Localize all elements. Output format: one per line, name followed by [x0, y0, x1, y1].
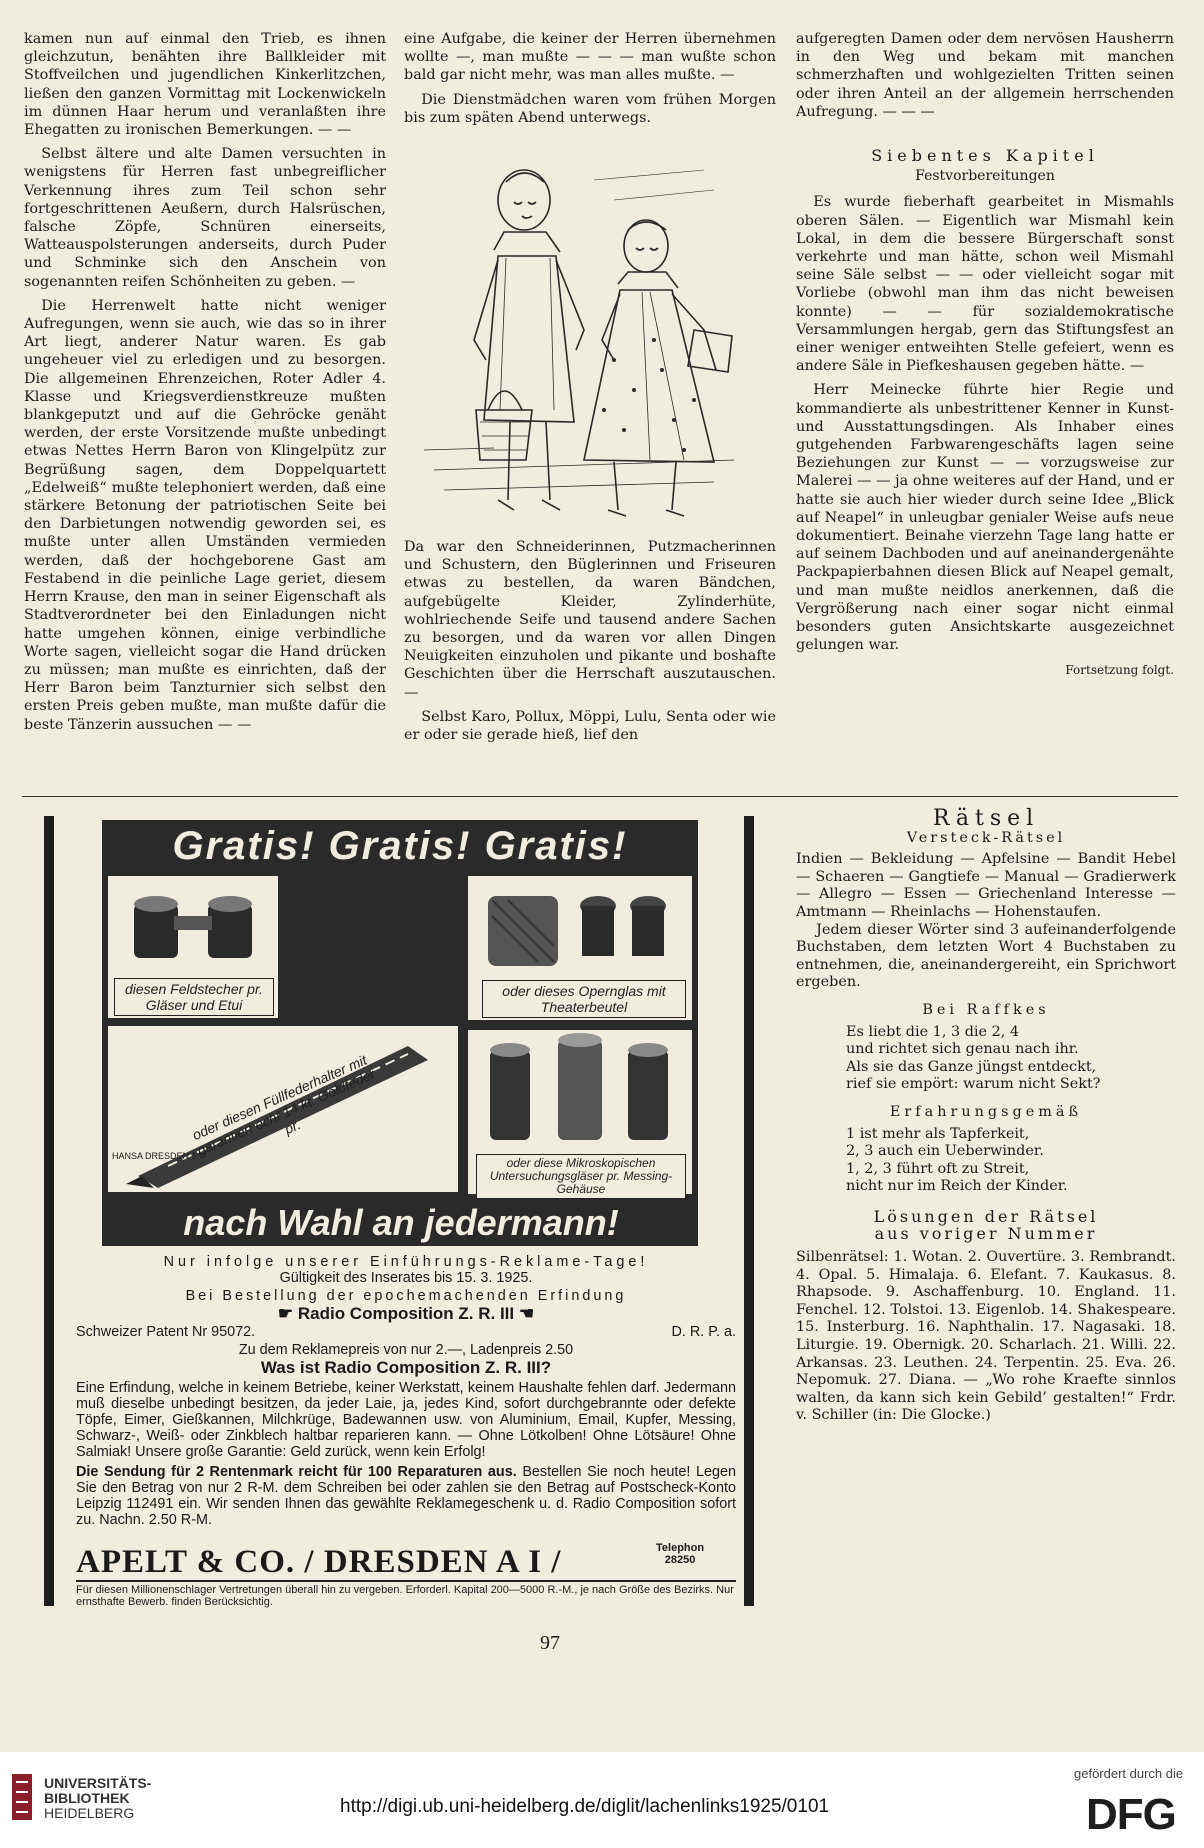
ad-shipment-rest: Bestellen Sie noch heute! Legen Sie den Betrag von nur 2 R-M. dem Schreiben bei oder zahlen sie den Betrag auf Postscheck-Konto Leipzig 112491 ein. Wir senden Ihnen das gewählte Reklamegeschenk u. d. Radio Composition sofort zu. Nachn. 2.50 R-M. — [76, 1464, 736, 1528]
binoculars-icon — [108, 876, 278, 976]
raffkes-verse — [846, 1024, 1176, 1094]
advertisement — [26, 816, 772, 1606]
col3-paragraph-3: Herr Meinecke führte hier Regie und kommandierte als unbestrittener Kenner in Kunst- und Ausstattungsdingen. Als Inhaber eines gutgehenden Farbwarengeschäfts lagen seine Beziehungen zur Kunst — — vorzugsweise zur Malerei — — ja ohne weiteres auf der Hand, und er hatte sie auch hier wieder durch seine Idee „Blick auf Neapel“ in unleugbar genialer Weise aufs neue dokumentiert. Beinahe vierzehn Tage lang hatte er auf seinem Dachboden und auf aneinandergenähte Packpapierbahnen diesen Blick auf Neapel gemalt, und man mußte neidlos anerkennen, daß die Vergrößerung nach einer sogar nicht einmal besonders guten Ansichtskarte ausgezeichnet gelungen war. — [796, 382, 1174, 654]
raffkes-title: Bei Raffkes — [922, 1001, 1050, 1018]
erfahrung-verse — [846, 1126, 1176, 1196]
hand-pointer-right-icon: ☚ — [514, 1304, 535, 1323]
col2-paragraph-2: Die Dienstmädchen waren vom frühen Morgen bis zum späten Abend unterwegs. — [404, 91, 776, 126]
riddles-instructions: Jedem dieser Wörter sind 3 aufeinanderfolgende Buchstaben, dem letzten Wort 4 Buchstaben zu entnehmen, die, aneinandergereiht, ein Sprichwort ergeben. — [796, 921, 1176, 991]
col2-paragraph-1: eine Aufgabe, die keiner der Herren übernehmen wollte —, man mußte — — — man wußte schon bald gar nicht mehr, was man alles mußte. — — [404, 31, 776, 84]
riddles-words: Indien — Bekleidung — Apfelsine — Bandit Hebel — Schaeren — Gangtiefe — Manual — Gradierwerk — Allegro — Essen — Griechenland Interesse — Amtmann — Rheinlachs — Hohenstaufen. — [796, 851, 1176, 920]
solutions-title-1: Lösungen der Rätsel — [873, 1206, 1099, 1226]
col2-paragraph-4: Selbst Karo, Pollux, Möppi, Lulu, Senta oder wie er oder sie gerade hieß, lief den — [404, 708, 776, 744]
microscope-panel — [468, 1030, 692, 1194]
artist-signature: HANSA DRESDEN 1 — [112, 1151, 197, 1161]
column-3 — [796, 30, 1174, 770]
section-divider — [22, 796, 1178, 797]
chapter-subtitle: Festvorbereitungen — [915, 168, 1055, 185]
ad-price: Zu dem Reklamepreis von nur 2.—, Ladenpreis 2.50 — [238, 1342, 574, 1358]
erfahrung-line: 1 ist mehr als Tapferkeit, — [846, 1125, 1030, 1142]
col2-top-text — [404, 30, 776, 150]
ad-gratis-banner: Gratis! Gratis! Gratis! — [172, 824, 628, 868]
col1-paragraph-1: kamen nun auf einmal den Trieb, es ihnen gleichzutun, benähten ihre Ballkleider mit Stoffveilchen und jugendlichen Kinkerlitzchen, ließen den ganzen Vormittag mit Lockenwickeln im dünnen Haar herum und veranlaßten ihre Ehegatten zu ironischen Bemerkungen. — — — [24, 31, 386, 139]
solutions-title-2: aus voriger Nummer — [874, 1224, 1098, 1244]
footer-bar — [0, 1752, 1204, 1848]
erfahrung-line: 1, 2, 3 führt oft zu Streit, — [846, 1160, 1030, 1177]
ad-rule — [76, 1580, 736, 1582]
raffkes-line: und richtet sich genau nach ihr. — [846, 1041, 1079, 1058]
riddles-section — [796, 808, 1176, 1425]
university-seal-icon — [10, 1772, 34, 1822]
ad-product — [76, 1306, 736, 1322]
caption-pen: oder diesen Füllfederhalter mit garantiert echt 14 kt. Goldfeder pr. — [189, 1051, 378, 1159]
page-number: 97 — [540, 1632, 560, 1654]
ad-telephone — [656, 1542, 704, 1566]
ad-border-left — [44, 816, 54, 1606]
col3-paragraph-2: Es wurde fieberhaft gearbeitet in Mismahls oberen Sälen. — Eigentlich war Mismahl kein Lokal, in dem die bessere Bürgerschaft sonst verkehrte und man hätte, schon weil Mismahl seine Säle selbst — — oder vielleicht sogar mit Vorliebe (obwohl man ihm das nicht beweisen konnte) — — für sozialdemokratische Versammlungen hergab, gern das Stiftungsfest an einer weniger entweihten Stelle gefeiert, wenn es andere Säle in Piefkeshausen gegeben hätte. — — [796, 194, 1174, 375]
ad-illustration-box — [102, 820, 698, 1246]
dfg-logo: DFG — [1086, 1790, 1176, 1839]
ad-body: Eine Erfindung, welche in keinem Betriebe, keiner Werkstatt, keinem Haushalte fehlen darf. Jedermann muß dieselbe unbedingt besitzen, da jeder Laie, ja, jedes Kind, sofort durchgebrannte oder defekte Töpfe, Eimer, Gießkannen, Milchkrüge, Badewannen usw. von Aluminium, Email, Kupfer, Messing, Schwarz-, Weiß- oder Zinkblech haltbar reparieren kann. — Ohne Lötkolben! Ohne Lötsäure! Ohne Salmiak! Unsere große Garantie: Geld zurück, wenn kein Erfolg! — [76, 1380, 736, 1460]
continued-note: Fortsetzung folgt. — [1065, 662, 1174, 677]
caption-fieldglass: diesen Feldstecher pr. Gläser und Etui — [114, 978, 274, 1016]
fieldglass-panel — [108, 876, 278, 1018]
riddles-title: Rätsel — [932, 806, 1040, 831]
ad-company: APELT & CO. / DRESDEN A I / — [76, 1544, 562, 1580]
ad-shipment — [76, 1464, 736, 1528]
pen-panel — [108, 1026, 458, 1192]
ad-border-right — [744, 816, 754, 1606]
operaglass-panel — [468, 876, 692, 1020]
column-1 — [24, 30, 386, 770]
telephone-number: 28250 — [664, 1554, 696, 1566]
caption-operaglass: oder dieses Opernglas mit Theaterbeutel — [482, 980, 686, 1018]
ad-drp: D. R. P. a. — [671, 1324, 736, 1340]
university-line-3: HEIDELBERG — [44, 1805, 135, 1821]
raffkes-line: Es liebt die 1, 3 die 2, 4 — [846, 1023, 1020, 1040]
raffkes-line: rief sie empört: warum nicht Sekt? — [846, 1076, 1101, 1093]
microscope-glasses-icon — [468, 1030, 692, 1154]
col3-paragraph-1: aufgeregten Damen oder dem nervösen Hausherrn in den Weg und bekam mit manchen schmerzhaften und wohlgezielten Tritten seinen oder ihren Anteil an der allgemein herrschenden Aufregung. — — — — [796, 31, 1174, 120]
university-line-2: BIBLIOTHEK — [44, 1790, 130, 1806]
ad-line-3: Bei Bestellung der epochemachenden Erfindung — [185, 1288, 627, 1304]
ad-slogan: nach Wahl an jedermann! — [183, 1202, 619, 1243]
ad-product-name: Radio Composition Z. R. III — [297, 1304, 515, 1323]
ad-line-1: Nur infolge unserer Einführungs-Reklame-Tage! — [163, 1254, 649, 1270]
raffkes-line: Als sie das Ganze jüngst entdeckt, — [846, 1058, 1097, 1075]
ad-line-2: Gültigkeit des Inserates bis 15. 3. 1925. — [279, 1270, 533, 1286]
ad-question: Was ist Radio Composition Z. R. III? — [260, 1358, 552, 1377]
illustration-two-maids — [414, 160, 754, 530]
opera-glass-icon — [468, 876, 692, 980]
telephone-label: Telephon — [656, 1542, 705, 1554]
ad-footer-small: Für diesen Millionenschlager Vertretungen überall hin zu vergeben. Erforderl. Kapital 200—5000 R.-M., je nach Größe des Bezirks. Nur ernsthafte Bewerb. finden Berücksichtig. — [76, 1584, 734, 1608]
col1-paragraph-2: Selbst ältere und alte Damen versuchten in wenigstens für Herren fast unbegreiflicher Verkennung ihres zum Teil schon sehr fortgeschrittenen Aeußern, durch Halsrüschen, falsche Zöpfe, Schnüren einerseits, Watteauspolsterungen anderseits, durch Puder und Schminke sich den Anschein von sogenannten reifen Schönheiten zu geben. — — [24, 146, 386, 290]
hand-pointer-left-icon: ☛ — [277, 1304, 298, 1323]
university-line-1: UNIVERSITÄTS- — [44, 1775, 152, 1791]
ad-shipment-bold: Die Sendung für 2 Rentenmark reicht für 100 Reparaturen aus. — [76, 1464, 517, 1480]
solutions-text: Silbenrätsel: 1. Wotan. 2. Ouvertüre. 3. Rembrandt. 4. Opal. 5. Himalaja. 6. Elefant. 7. Kaukasus. 8. Rhapsode. 9. Aschaffenburg. 10. England. 11. Fenchel. 12. Tolstoi. 13. Eigenlob. 14. Shakespeare. 15. Insterburg. 16. Naphthalin. 17. Nagasaki. 18. Liturgie. 19. Obernigk. 20. Scharlach. 21. Willi. 22. Arkansas. 23. Leuthen. 24. Terpentin. 25. Eva. 26. Nepomuk. 27. Diana. — „Wo rohe Kraefte sinnlos walten, da kann sich kein Gebild’ gestalten!“ Frdr. v. Schiller (in: Die Glocke.) — [796, 1249, 1176, 1424]
caption-microscope: oder diese Mikroskopischen Untersuchungsgläser pr. Messing-Gehäuse — [476, 1154, 686, 1199]
col2-paragraph-3: Da war den Schneiderinnen, Putzmacherinnen und Schustern, den Büglerinnen und Friseuren etwas zu bestellen, da waren Bändchen, aufgebügelte Kleider, Zylinderhüte, wohlriechende Seife und tausend andere Sachen zu besorgen, und da waren vor allen Dingen Neuigkeiten einzuholen und pikante und boshafte Geschichten über die Herrschaft auszutauschen. — — [404, 539, 776, 701]
erfahrung-line: 2, 3 auch ein Ueberwinder. — [846, 1143, 1044, 1160]
funded-by-note: gefördert durch die — [1074, 1766, 1184, 1781]
university-name — [44, 1776, 151, 1821]
riddles-subtitle: Versteck-Rätsel — [906, 829, 1066, 846]
erfahrung-title: Erfahrungsgemäß — [889, 1103, 1083, 1120]
chapter-title: Siebentes Kapitel — [871, 146, 1099, 166]
source-url-link[interactable]: http://digi.ub.uni-heidelberg.de/diglit/lachenlinks1925/0101 — [340, 1796, 830, 1817]
erfahrung-line: nicht nur im Reich der Kinder. — [846, 1178, 1068, 1195]
ad-patent: Schweizer Patent Nr 95072. — [76, 1324, 256, 1340]
col1-paragraph-3: Die Herrenwelt hatte nicht weniger Aufregungen, wenn sie auch, wie das so in ihrer Art liegt, anderer Natur waren. Es gab ungeheuer viel zu erledigen und zu besorgen. Die allgemeinen Ehrenzeichen, Roter Adler 4. Klasse und Kriegsverdienstkreuze mußten blankgeputzt und auf die Gehröcke genäht werden, der erste Vorsitzende mußte unbedingt etwas Nettes Herrn Baron von Klingelpütz zur Begrüßung sagen, dem Doppelquartett „Edelweiß“ mußte telephoniert werden, daß eine stärkere Betonung der patriotischen Seite bei den Darbietungen notwendig geworden sei, es mußte unter allen Umständen vermieden werden, daß der hochgeborene Gast am Festabend in die peinliche Lage geriet, diesem Herrn Krause, den man in seiner Eigenschaft als Stadtverordneter bei den Einladungen nicht hatte umgehen können, einige verbindliche Worte sagen, vielleicht sogar die Hand drücken zu müssen; man mußte es einrichten, daß der Herr Baron beim Tanzturnier sich selbst den ersten Preis geben mußte, man mußte dafür die beste Tänzerin aussuchen — — — [24, 297, 386, 733]
column-2 — [404, 30, 776, 770]
